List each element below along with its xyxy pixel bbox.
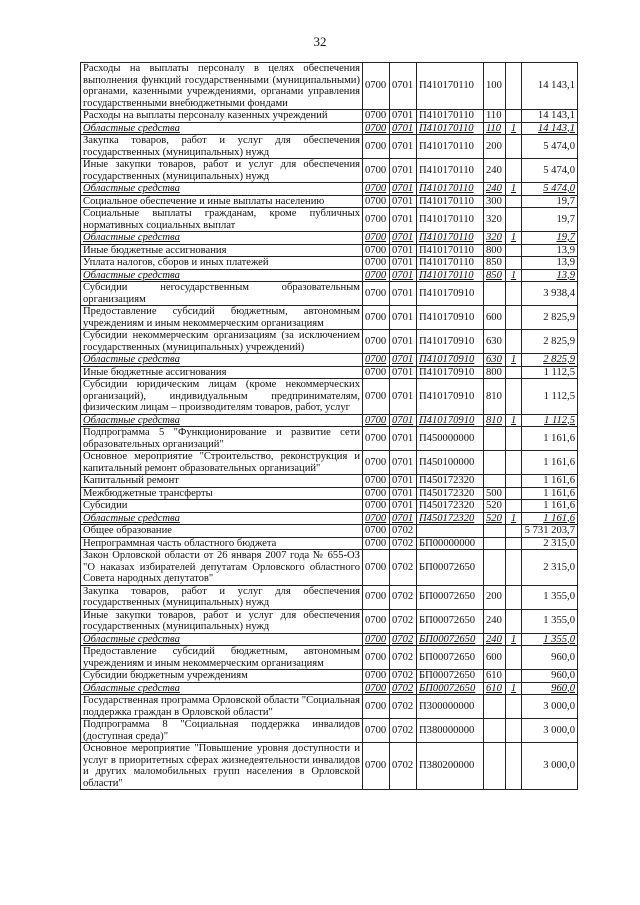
row-name: Непрограммная часть областного бюджета bbox=[81, 537, 363, 550]
expense-type: 240 bbox=[484, 633, 506, 646]
section-code: 0700 bbox=[363, 159, 390, 183]
expense-type: 240 bbox=[484, 183, 506, 196]
expense-type: 110 bbox=[484, 110, 506, 123]
target-article: П450172320 bbox=[417, 487, 484, 500]
row-name: Областные средства bbox=[81, 633, 363, 646]
expense-type: 100 bbox=[484, 63, 506, 110]
funding-source bbox=[506, 282, 522, 306]
row-name: Предоставление субсидий бюджетным, автономным учреждениям и иным некоммерческим организациям bbox=[81, 306, 363, 330]
target-article: П410170910 bbox=[417, 366, 484, 379]
funding-source bbox=[506, 330, 522, 354]
amount: 1 161,6 bbox=[522, 487, 578, 500]
target-article: П410170110 bbox=[417, 159, 484, 183]
subsection-code: 0701 bbox=[390, 306, 417, 330]
row-name: Закупка товаров, работ и услуг для обеспечения государственных (муниципальных) нужд bbox=[81, 135, 363, 159]
subsection-code: 0701 bbox=[390, 159, 417, 183]
table-row bbox=[81, 306, 578, 330]
subsection-code: 0702 bbox=[390, 609, 417, 633]
table-row bbox=[81, 525, 578, 538]
section-code: 0700 bbox=[363, 208, 390, 232]
row-name: Социальное обеспечение и иные выплаты населению bbox=[81, 195, 363, 208]
amount: 1 161,6 bbox=[522, 475, 578, 488]
table-row bbox=[81, 110, 578, 123]
subsection-code: 0701 bbox=[390, 122, 417, 135]
row-name: Иные закупки товаров, работ и услуг для обеспечения государственных (муниципальных) нужд bbox=[81, 159, 363, 183]
target-article: БП00072650 bbox=[417, 670, 484, 683]
target-article: БП00000000 bbox=[417, 537, 484, 550]
row-name: Областные средства bbox=[81, 232, 363, 245]
subsection-code: 0701 bbox=[390, 110, 417, 123]
section-code: 0700 bbox=[363, 257, 390, 270]
amount: 1 112,5 bbox=[522, 414, 578, 427]
section-code: 0700 bbox=[363, 550, 390, 586]
amount: 960,0 bbox=[522, 670, 578, 683]
target-article: БП00072650 bbox=[417, 609, 484, 633]
section-code: 0700 bbox=[363, 63, 390, 110]
row-name: Подпрограмма 8 "Социальная поддержка инвалидов (доступная среда)" bbox=[81, 719, 363, 743]
row-name: Подпрограмма 5 "Функционирование и развитие сети образовательных организаций" bbox=[81, 427, 363, 451]
subsection-code: 0701 bbox=[390, 330, 417, 354]
amount: 1 112,5 bbox=[522, 379, 578, 415]
row-name: Основное мероприятие "Строительство, реконструкция и капитальный ремонт образовательных организаций" bbox=[81, 451, 363, 475]
target-article: П380200000 bbox=[417, 743, 484, 790]
row-name: Иные бюджетные ассигнования bbox=[81, 366, 363, 379]
table-row bbox=[81, 475, 578, 488]
funding-source bbox=[506, 63, 522, 110]
subsection-code: 0702 bbox=[390, 695, 417, 719]
amount: 3 000,0 bbox=[522, 695, 578, 719]
section-code: 0700 bbox=[363, 646, 390, 670]
funding-source bbox=[506, 208, 522, 232]
subsection-code: 0701 bbox=[390, 354, 417, 367]
table-row bbox=[81, 122, 578, 135]
expense-type: 320 bbox=[484, 208, 506, 232]
expense-type bbox=[484, 719, 506, 743]
amount: 2 825,9 bbox=[522, 330, 578, 354]
expense-type bbox=[484, 451, 506, 475]
subsection-code: 0701 bbox=[390, 195, 417, 208]
section-code: 0700 bbox=[363, 670, 390, 683]
expense-type: 850 bbox=[484, 257, 506, 270]
expense-type: 240 bbox=[484, 159, 506, 183]
target-article: П450172320 bbox=[417, 500, 484, 513]
section-code: 0700 bbox=[363, 500, 390, 513]
table-row bbox=[81, 244, 578, 257]
section-code: 0700 bbox=[363, 183, 390, 196]
funding-source bbox=[506, 719, 522, 743]
expense-type: 300 bbox=[484, 195, 506, 208]
table-row bbox=[81, 159, 578, 183]
row-name: Областные средства bbox=[81, 269, 363, 282]
page-number: 32 bbox=[313, 34, 327, 49]
table-row bbox=[81, 609, 578, 633]
subsection-code: 0702 bbox=[390, 537, 417, 550]
expense-type: 520 bbox=[484, 500, 506, 513]
table-row bbox=[81, 414, 578, 427]
row-name: Общее образование bbox=[81, 525, 363, 538]
target-article: П410170110 bbox=[417, 195, 484, 208]
subsection-code: 0702 bbox=[390, 525, 417, 538]
row-name: Областные средства bbox=[81, 122, 363, 135]
amount: 1 161,6 bbox=[522, 451, 578, 475]
amount: 3 938,4 bbox=[522, 282, 578, 306]
funding-source bbox=[506, 609, 522, 633]
subsection-code: 0701 bbox=[390, 379, 417, 415]
expense-type: 200 bbox=[484, 135, 506, 159]
row-name: Иные бюджетные ассигнования bbox=[81, 244, 363, 257]
target-article bbox=[417, 525, 484, 538]
target-article: П300000000 bbox=[417, 695, 484, 719]
table-row bbox=[81, 646, 578, 670]
target-article: П410170910 bbox=[417, 379, 484, 415]
funding-source bbox=[506, 110, 522, 123]
row-name: Субсидии негосударственным образовательным организациям bbox=[81, 282, 363, 306]
expense-type bbox=[484, 475, 506, 488]
funding-source bbox=[506, 244, 522, 257]
funding-source bbox=[506, 525, 522, 538]
expense-type: 630 bbox=[484, 354, 506, 367]
subsection-code: 0701 bbox=[390, 257, 417, 270]
target-article: БП00072650 bbox=[417, 633, 484, 646]
table-row bbox=[81, 282, 578, 306]
target-article: П410170910 bbox=[417, 330, 484, 354]
target-article: П410170910 bbox=[417, 282, 484, 306]
section-code: 0700 bbox=[363, 306, 390, 330]
funding-source bbox=[506, 550, 522, 586]
amount: 19,7 bbox=[522, 208, 578, 232]
section-code: 0700 bbox=[363, 695, 390, 719]
expense-type: 630 bbox=[484, 330, 506, 354]
expense-type: 240 bbox=[484, 609, 506, 633]
subsection-code: 0701 bbox=[390, 244, 417, 257]
row-name: Закупка товаров, работ и услуг для обеспечения государственных (муниципальных) нужд bbox=[81, 585, 363, 609]
row-name: Капитальный ремонт bbox=[81, 475, 363, 488]
section-code: 0700 bbox=[363, 512, 390, 525]
target-article: БП00072650 bbox=[417, 646, 484, 670]
amount: 13,9 bbox=[522, 257, 578, 270]
subsection-code: 0702 bbox=[390, 585, 417, 609]
target-article: П410170110 bbox=[417, 63, 484, 110]
target-article: БП00072650 bbox=[417, 550, 484, 586]
target-article: П410170110 bbox=[417, 110, 484, 123]
row-name: Закон Орловской области от 26 января 2007 года № 655-ОЗ "О наказах избирателей депутатам Орловского областного Совета народных депутатов" bbox=[81, 550, 363, 586]
section-code: 0700 bbox=[363, 122, 390, 135]
expense-type bbox=[484, 282, 506, 306]
expense-type: 520 bbox=[484, 512, 506, 525]
table-row bbox=[81, 135, 578, 159]
funding-source bbox=[506, 487, 522, 500]
row-name: Уплата налогов, сборов и иных платежей bbox=[81, 257, 363, 270]
row-name: Областные средства bbox=[81, 682, 363, 695]
subsection-code: 0701 bbox=[390, 500, 417, 513]
table-row bbox=[81, 719, 578, 743]
row-name: Основное мероприятие "Повышение уровня доступности и услуг в приоритетных сферах жизнедеятельности инвалидов и других маломобильных групп населения в Орловской области" bbox=[81, 743, 363, 790]
amount: 5 474,0 bbox=[522, 183, 578, 196]
section-code: 0700 bbox=[363, 743, 390, 790]
target-article: П450172320 bbox=[417, 512, 484, 525]
subsection-code: 0702 bbox=[390, 550, 417, 586]
target-article: П410170110 bbox=[417, 122, 484, 135]
expense-type bbox=[484, 695, 506, 719]
amount: 19,7 bbox=[522, 195, 578, 208]
row-name: Расходы на выплаты персоналу казенных учреждений bbox=[81, 110, 363, 123]
row-name: Социальные выплаты гражданам, кроме публичных нормативных социальных выплат bbox=[81, 208, 363, 232]
section-code: 0700 bbox=[363, 330, 390, 354]
expense-type: 600 bbox=[484, 646, 506, 670]
table-row bbox=[81, 183, 578, 196]
section-code: 0700 bbox=[363, 719, 390, 743]
section-code: 0700 bbox=[363, 379, 390, 415]
section-code: 0700 bbox=[363, 487, 390, 500]
target-article: БП00072650 bbox=[417, 585, 484, 609]
subsection-code: 0701 bbox=[390, 512, 417, 525]
section-code: 0700 bbox=[363, 195, 390, 208]
amount: 1 161,6 bbox=[522, 500, 578, 513]
funding-source bbox=[506, 159, 522, 183]
subsection-code: 0702 bbox=[390, 743, 417, 790]
amount: 3 000,0 bbox=[522, 719, 578, 743]
funding-source bbox=[506, 500, 522, 513]
amount: 14 143,1 bbox=[522, 63, 578, 110]
amount: 13,9 bbox=[522, 269, 578, 282]
section-code: 0700 bbox=[363, 354, 390, 367]
expense-type: 320 bbox=[484, 232, 506, 245]
amount: 2 825,9 bbox=[522, 306, 578, 330]
amount: 5 474,0 bbox=[522, 159, 578, 183]
table-row bbox=[81, 63, 578, 110]
expense-type: 800 bbox=[484, 244, 506, 257]
funding-source bbox=[506, 366, 522, 379]
funding-source bbox=[506, 379, 522, 415]
section-code: 0700 bbox=[363, 135, 390, 159]
expense-type: 110 bbox=[484, 122, 506, 135]
table-row bbox=[81, 195, 578, 208]
row-name: Областные средства bbox=[81, 512, 363, 525]
subsection-code: 0701 bbox=[390, 487, 417, 500]
table-row bbox=[81, 550, 578, 586]
amount: 14 143,1 bbox=[522, 122, 578, 135]
amount: 2 315,0 bbox=[522, 550, 578, 586]
target-article: П380000000 bbox=[417, 719, 484, 743]
expense-type: 610 bbox=[484, 670, 506, 683]
expense-type bbox=[484, 537, 506, 550]
target-article: П410170110 bbox=[417, 135, 484, 159]
section-code: 0700 bbox=[363, 232, 390, 245]
row-name: Предоставление субсидий бюджетным, автономным учреждениям и иным некоммерческим организациям bbox=[81, 646, 363, 670]
amount: 5 731 203,7 bbox=[522, 525, 578, 538]
subsection-code: 0702 bbox=[390, 682, 417, 695]
funding-source bbox=[506, 585, 522, 609]
section-code: 0700 bbox=[363, 414, 390, 427]
funding-source: 1 bbox=[506, 682, 522, 695]
table-row bbox=[81, 682, 578, 695]
subsection-code: 0701 bbox=[390, 269, 417, 282]
table-row bbox=[81, 670, 578, 683]
amount: 2 825,9 bbox=[522, 354, 578, 367]
table-row bbox=[81, 512, 578, 525]
subsection-code: 0701 bbox=[390, 63, 417, 110]
table-row bbox=[81, 257, 578, 270]
row-name: Областные средства bbox=[81, 354, 363, 367]
section-code: 0700 bbox=[363, 451, 390, 475]
amount: 5 474,0 bbox=[522, 135, 578, 159]
section-code: 0700 bbox=[363, 585, 390, 609]
expense-type: 810 bbox=[484, 379, 506, 415]
section-code: 0700 bbox=[363, 269, 390, 282]
subsection-code: 0702 bbox=[390, 670, 417, 683]
amount: 19,7 bbox=[522, 232, 578, 245]
subsection-code: 0701 bbox=[390, 414, 417, 427]
target-article: П450172320 bbox=[417, 475, 484, 488]
subsection-code: 0701 bbox=[390, 366, 417, 379]
expense-type: 800 bbox=[484, 366, 506, 379]
row-name: Областные средства bbox=[81, 183, 363, 196]
expense-type: 600 bbox=[484, 306, 506, 330]
table-row bbox=[81, 232, 578, 245]
subsection-code: 0701 bbox=[390, 282, 417, 306]
target-article: П410170110 bbox=[417, 244, 484, 257]
target-article: П410170910 bbox=[417, 306, 484, 330]
table-row bbox=[81, 487, 578, 500]
funding-source bbox=[506, 670, 522, 683]
subsection-code: 0701 bbox=[390, 183, 417, 196]
expense-type bbox=[484, 550, 506, 586]
row-name: Субсидии юридическим лицам (кроме некоммерческих организаций), индивидуальным предпринимателям, физическим лицам – производителям товаров, работ, услуг bbox=[81, 379, 363, 415]
table-row bbox=[81, 366, 578, 379]
table-row bbox=[81, 427, 578, 451]
table-row bbox=[81, 695, 578, 719]
section-code: 0700 bbox=[363, 366, 390, 379]
subsection-code: 0701 bbox=[390, 475, 417, 488]
row-name: Субсидии некоммерческим организациям (за исключением государственных (муниципальных) учреждений) bbox=[81, 330, 363, 354]
funding-source: 1 bbox=[506, 269, 522, 282]
target-article: П410170110 bbox=[417, 232, 484, 245]
target-article: БП00072650 bbox=[417, 682, 484, 695]
funding-source bbox=[506, 306, 522, 330]
expense-type: 500 bbox=[484, 487, 506, 500]
funding-source bbox=[506, 427, 522, 451]
section-code: 0700 bbox=[363, 537, 390, 550]
row-name: Субсидии бюджетным учреждениям bbox=[81, 670, 363, 683]
funding-source bbox=[506, 135, 522, 159]
target-article: П410170110 bbox=[417, 183, 484, 196]
row-name: Межбюджетные трансферты bbox=[81, 487, 363, 500]
funding-source bbox=[506, 257, 522, 270]
amount: 2 315,0 bbox=[522, 537, 578, 550]
table-row bbox=[81, 269, 578, 282]
table-row bbox=[81, 354, 578, 367]
amount: 960,0 bbox=[522, 682, 578, 695]
subsection-code: 0701 bbox=[390, 427, 417, 451]
funding-source bbox=[506, 195, 522, 208]
funding-source bbox=[506, 743, 522, 790]
subsection-code: 0701 bbox=[390, 451, 417, 475]
table-row bbox=[81, 208, 578, 232]
budget-table bbox=[80, 62, 578, 790]
funding-source: 1 bbox=[506, 183, 522, 196]
amount: 1 355,0 bbox=[522, 633, 578, 646]
expense-type: 610 bbox=[484, 682, 506, 695]
expense-type: 850 bbox=[484, 269, 506, 282]
funding-source bbox=[506, 475, 522, 488]
row-name: Областные средства bbox=[81, 414, 363, 427]
section-code: 0700 bbox=[363, 475, 390, 488]
funding-source: 1 bbox=[506, 354, 522, 367]
amount: 960,0 bbox=[522, 646, 578, 670]
funding-source: 1 bbox=[506, 512, 522, 525]
target-article: П410170110 bbox=[417, 208, 484, 232]
subsection-code: 0701 bbox=[390, 135, 417, 159]
funding-source bbox=[506, 537, 522, 550]
expense-type bbox=[484, 525, 506, 538]
funding-source: 1 bbox=[506, 633, 522, 646]
subsection-code: 0702 bbox=[390, 719, 417, 743]
expense-type: 200 bbox=[484, 585, 506, 609]
row-name: Государственная программа Орловской области "Социальная поддержка граждан в Орловской области" bbox=[81, 695, 363, 719]
row-name: Расходы на выплаты персоналу в целях обеспечения выполнения функций государственными (муниципальными) органами, казенными учреждениями, органами управления государственными внебюджетными фондами bbox=[81, 63, 363, 110]
funding-source: 1 bbox=[506, 414, 522, 427]
amount: 3 000,0 bbox=[522, 743, 578, 790]
table-row bbox=[81, 330, 578, 354]
section-code: 0700 bbox=[363, 682, 390, 695]
funding-source bbox=[506, 646, 522, 670]
funding-source: 1 bbox=[506, 122, 522, 135]
table-row bbox=[81, 500, 578, 513]
row-name: Субсидии bbox=[81, 500, 363, 513]
amount: 1 355,0 bbox=[522, 609, 578, 633]
target-article: П410170110 bbox=[417, 269, 484, 282]
subsection-code: 0702 bbox=[390, 646, 417, 670]
target-article: П410170910 bbox=[417, 354, 484, 367]
section-code: 0700 bbox=[363, 282, 390, 306]
table-row bbox=[81, 537, 578, 550]
amount: 13,9 bbox=[522, 244, 578, 257]
table-row bbox=[81, 379, 578, 415]
funding-source: 1 bbox=[506, 232, 522, 245]
expense-type bbox=[484, 743, 506, 790]
target-article: П450000000 bbox=[417, 427, 484, 451]
section-code: 0700 bbox=[363, 427, 390, 451]
table-row bbox=[81, 451, 578, 475]
amount: 1 161,6 bbox=[522, 512, 578, 525]
amount: 1 355,0 bbox=[522, 585, 578, 609]
expense-type: 810 bbox=[484, 414, 506, 427]
amount: 1 112,5 bbox=[522, 366, 578, 379]
expense-type bbox=[484, 427, 506, 451]
section-code: 0700 bbox=[363, 110, 390, 123]
target-article: П450100000 bbox=[417, 451, 484, 475]
amount: 1 161,6 bbox=[522, 427, 578, 451]
section-code: 0700 bbox=[363, 525, 390, 538]
section-code: 0700 bbox=[363, 609, 390, 633]
funding-source bbox=[506, 695, 522, 719]
subsection-code: 0701 bbox=[390, 232, 417, 245]
table-row bbox=[81, 743, 578, 790]
amount: 14 143,1 bbox=[522, 110, 578, 123]
target-article: П410170910 bbox=[417, 414, 484, 427]
target-article: П410170110 bbox=[417, 257, 484, 270]
subsection-code: 0702 bbox=[390, 633, 417, 646]
table-row bbox=[81, 585, 578, 609]
funding-source bbox=[506, 451, 522, 475]
table-row bbox=[81, 633, 578, 646]
section-code: 0700 bbox=[363, 633, 390, 646]
budget-table-body bbox=[81, 63, 578, 790]
subsection-code: 0701 bbox=[390, 208, 417, 232]
section-code: 0700 bbox=[363, 244, 390, 257]
row-name: Иные закупки товаров, работ и услуг для обеспечения государственных (муниципальных) нужд bbox=[81, 609, 363, 633]
